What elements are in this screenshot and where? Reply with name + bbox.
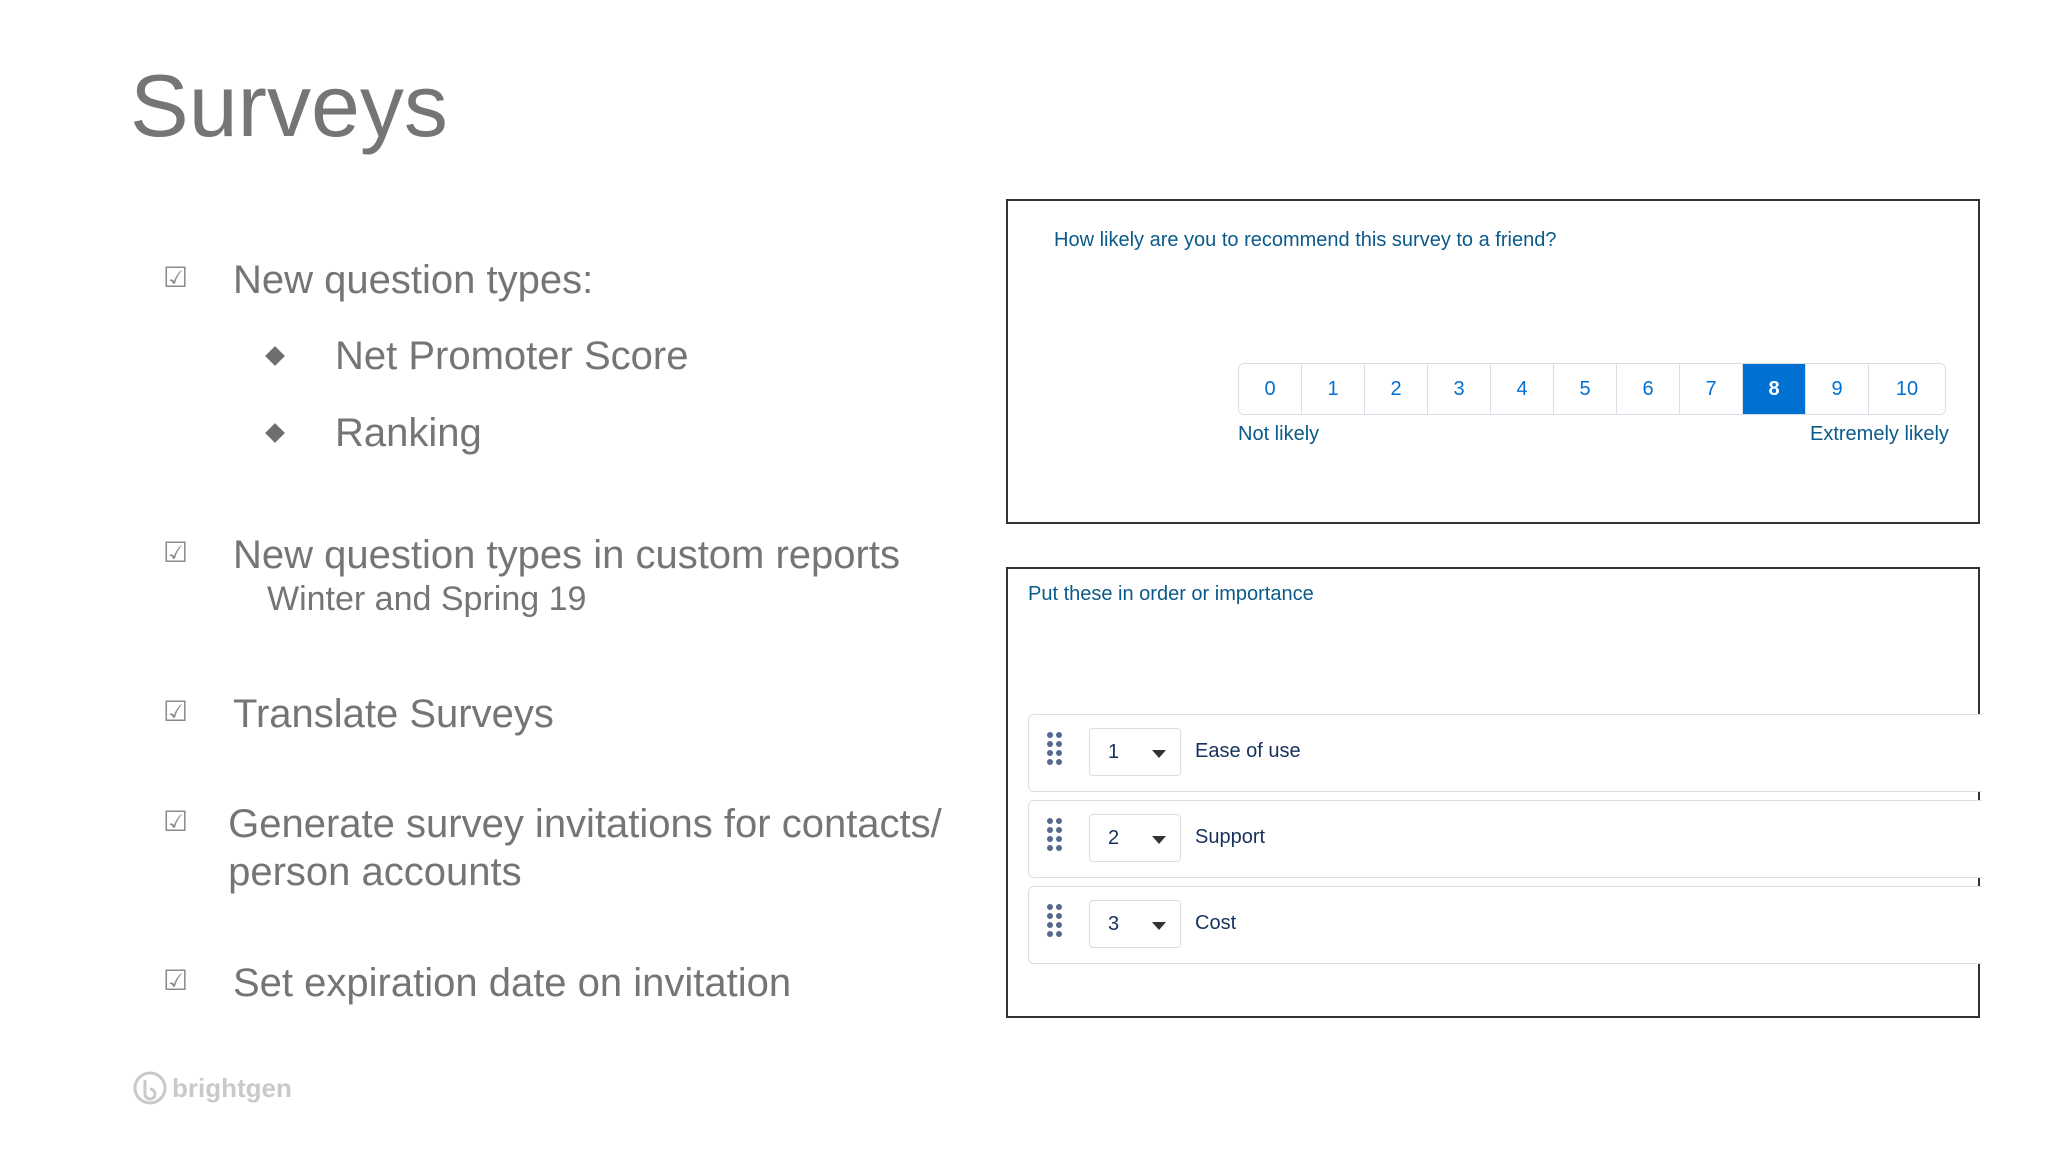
ranking-item-label: Cost: [1195, 912, 1237, 934]
nps-option[interactable]: 9: [1806, 364, 1869, 414]
checkbox-icon: ☑: [163, 537, 189, 568]
nps-scale: [1238, 363, 1946, 415]
diamond-bullet-icon: [265, 423, 285, 443]
checkbox-icon: ☑: [163, 965, 189, 996]
bullet-text: New question types in custom reports: [233, 533, 900, 577]
nps-option[interactable]: 2: [1365, 364, 1428, 414]
bullet-item: [163, 959, 791, 1007]
nps-option[interactable]: 5: [1554, 364, 1617, 414]
slide-title: Surveys: [130, 56, 448, 155]
nps-option-selected[interactable]: 8: [1743, 364, 1806, 414]
sub-bullet-item: [268, 332, 688, 380]
ranking-question-panel: [1006, 567, 1980, 1018]
ranking-question-text: Put these in order or importance: [1028, 583, 1314, 605]
nps-option[interactable]: 10: [1869, 364, 1945, 414]
bullet-subtext: Winter and Spring 19: [267, 580, 587, 618]
rank-select[interactable]: [1089, 814, 1181, 862]
ranking-item-label: Support: [1195, 826, 1266, 848]
bullet-item: [163, 531, 900, 619]
sub-bullet-item: [268, 409, 482, 457]
nps-high-label: Extremely likely: [1810, 423, 1949, 445]
drag-handle-icon[interactable]: [1047, 818, 1061, 854]
brightgen-logo: [132, 1070, 292, 1106]
drag-handle-icon[interactable]: [1047, 904, 1061, 940]
bullet-text: New question types:: [233, 258, 594, 302]
nps-question-panel: [1006, 199, 1980, 524]
diamond-bullet-icon: [265, 346, 285, 366]
nps-option[interactable]: 1: [1302, 364, 1365, 414]
ranking-row[interactable]: [1028, 886, 1982, 964]
nps-option[interactable]: 6: [1617, 364, 1680, 414]
logo-text: brightgen: [172, 1072, 292, 1103]
nps-question-text: How likely are you to recommend this survey to a friend?: [1054, 229, 1557, 251]
checkbox-icon: ☑: [163, 262, 189, 293]
bullet-text: Generate survey invitations for contacts/ person accounts: [228, 802, 942, 894]
rank-select-value: 3: [1108, 912, 1120, 935]
ranking-item-label: Ease of use: [1195, 740, 1301, 762]
chevron-down-icon: [1152, 922, 1166, 930]
sub-bullet-text: Ranking: [335, 411, 482, 455]
rank-select[interactable]: [1089, 728, 1181, 776]
rank-select-value: 1: [1108, 740, 1120, 763]
brightgen-logo-icon: [132, 1070, 168, 1106]
nps-option[interactable]: 0: [1239, 364, 1302, 414]
checkbox-icon: ☑: [163, 806, 189, 837]
bullet-item: [163, 800, 983, 896]
bullet-item: [163, 256, 593, 304]
nps-option[interactable]: 3: [1428, 364, 1491, 414]
rank-select[interactable]: [1089, 900, 1181, 948]
bullet-text: Translate Surveys: [233, 692, 554, 736]
checkbox-icon: ☑: [163, 696, 189, 727]
chevron-down-icon: [1152, 750, 1166, 758]
ranking-row[interactable]: [1028, 714, 1982, 792]
drag-handle-icon[interactable]: [1047, 732, 1061, 768]
chevron-down-icon: [1152, 836, 1166, 844]
rank-select-value: 2: [1108, 826, 1120, 849]
bullet-item: [163, 690, 554, 738]
ranking-row[interactable]: [1028, 800, 1982, 878]
sub-bullet-text: Net Promoter Score: [335, 334, 689, 378]
bullet-text: Set expiration date on invitation: [233, 961, 792, 1005]
nps-option[interactable]: 4: [1491, 364, 1554, 414]
nps-low-label: Not likely: [1238, 423, 1320, 445]
nps-option[interactable]: 7: [1680, 364, 1743, 414]
